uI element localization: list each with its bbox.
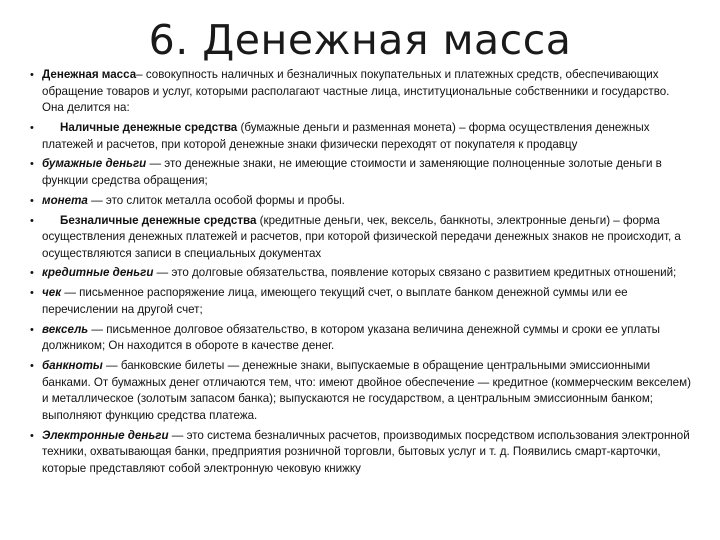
list-item (30, 156, 694, 189)
definition-text: — это система безналичных расчетов, производимых посредством использования электронной техники, охватывающая банки, предприятия розничной торговли, бытовых услуг и т. д. Появились смарт-карточки, которые представляют собой электронную чековую книжку (42, 428, 690, 475)
bullet-marker: • (30, 429, 34, 442)
bullet-marker: • (30, 267, 34, 280)
list-item (30, 193, 694, 210)
bullet-marker: • (30, 69, 34, 81)
definition-text: — это долговые обязательства, появление которых связано с развитием кредитных отношений; (153, 266, 677, 280)
definition-text: — письменное долговое обязательство, в котором указана величина денежной суммы и сроки ее уплаты должником; Он находится в обороте в качестве денег. (42, 322, 660, 353)
definition-text: — это слиток металла особой формы и пробы. (87, 193, 345, 207)
bullet-marker: • (30, 323, 34, 336)
list-item (30, 358, 694, 424)
bullet-marker: • (30, 194, 34, 207)
list-item (30, 265, 694, 282)
list-item (30, 120, 694, 153)
list-item (30, 428, 694, 478)
definition-text: — письменное распоряжение лица, имеющего текущий счет, о выплате банком денежной суммы или ее перечислении на другой счет; (42, 286, 628, 316)
definition-text: – совокупность наличных и безналичных покупательных и платежных средств, обеспечивающих обращение товаров и услуг, которыми располагают частные лица, институциональные собственники и государство. Она делится на: (42, 68, 670, 115)
definition-text: — это денежные знаки, не имеющие стоимости и заменяющие полноценные золотые деньги в функции средства обращения; (42, 157, 662, 187)
definition-text: (бумажные деньги и разменная монета) – форма осуществления денежных платежей и расчетов, при которой денежные знаки физически переходят от покупателя к продавцу (42, 120, 650, 151)
bullet-marker: • (30, 214, 34, 227)
term: вексель (42, 322, 89, 336)
term: банкноты (42, 359, 103, 372)
term: чек (42, 286, 62, 300)
bullet-list (30, 67, 694, 481)
list-item (30, 213, 694, 263)
term: Наличные денежные средства (60, 120, 238, 134)
list-item (30, 322, 694, 355)
bullet-marker: • (30, 158, 34, 171)
term: Электронные деньги (42, 428, 169, 442)
term: Денежная масса (42, 68, 137, 81)
list-item (30, 285, 694, 318)
bullet-marker: • (30, 287, 34, 300)
term: монета (42, 193, 88, 207)
bullet-marker: • (30, 121, 34, 134)
definition-text: (кредитные деньги, чек, вексель, банкноты, электронные деньги) – форма осуществления денежных платежей и расчетов, при которой физической передачи денежных знаков не происходит, а осуществляются записи в специальных документах (42, 213, 681, 260)
term: бумажные деньги (42, 157, 147, 171)
bullet-marker: • (30, 360, 34, 372)
slide-title: 6. Денежная масса (148, 16, 572, 64)
term: кредитные деньги (42, 266, 154, 280)
definition-text: — банковские билеты — денежные знаки, выпускаемые в обращение центральными эмиссионными банками. От бумажных денег отличаются тем, что: имеют двойное обеспечение — кредитное (коммерческим векселем) и металлическое (золотым запасом банка); выпускаются не государством, а центральным эмиссионным банком; выполняют функцию средства платежа. (42, 359, 691, 422)
term: Безналичные денежные средства (60, 213, 257, 227)
list-item (30, 67, 694, 117)
